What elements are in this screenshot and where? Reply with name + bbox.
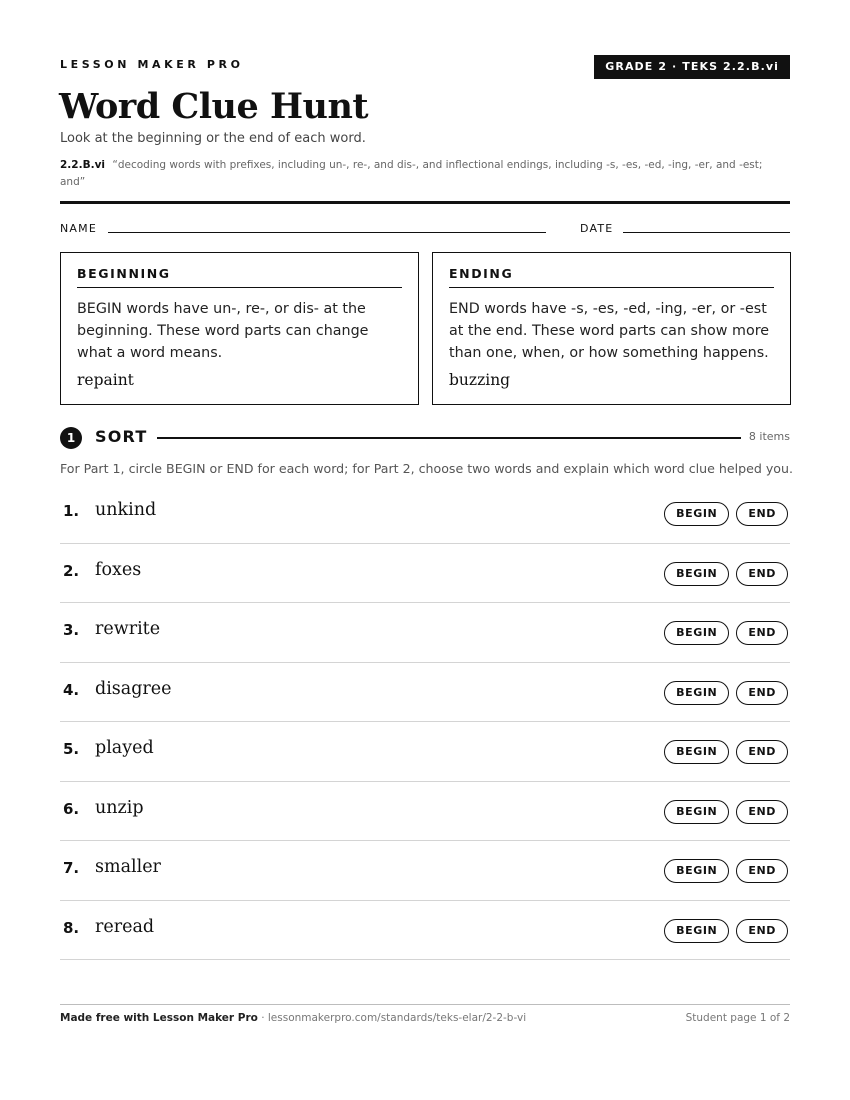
end-option[interactable]: END (736, 562, 788, 586)
end-option[interactable]: END (736, 681, 788, 705)
list-item (60, 603, 790, 663)
date-label: DATE (580, 222, 614, 235)
end-option[interactable]: END (736, 502, 788, 526)
word-list (60, 484, 790, 960)
item-word: reread (95, 916, 155, 937)
list-item (60, 544, 790, 604)
begin-option[interactable]: BEGIN (664, 740, 729, 764)
page-title: Word Clue Hunt (59, 86, 369, 127)
begin-option[interactable]: BEGIN (664, 919, 729, 943)
begin-option[interactable]: BEGIN (664, 502, 729, 526)
brand-name: LESSON MAKER PRO (60, 58, 244, 71)
begin-option[interactable]: BEGIN (664, 681, 729, 705)
list-item (60, 901, 790, 961)
item-number: 3. (63, 621, 80, 639)
name-label: NAME (60, 222, 97, 235)
end-option[interactable]: END (736, 800, 788, 824)
item-word: unkind (95, 500, 157, 520)
begin-option[interactable]: BEGIN (664, 800, 729, 824)
end-option[interactable]: END (736, 919, 788, 943)
item-word: unzip (95, 797, 144, 818)
end-option[interactable]: END (736, 621, 788, 645)
list-item (60, 722, 790, 782)
item-number: 1. (63, 502, 80, 520)
page-subtitle: Look at the beginning or the end of each word. (60, 131, 366, 146)
begin-option[interactable]: BEGIN (664, 859, 729, 883)
item-number: 4. (63, 680, 80, 699)
beginning-box-text: BEGIN words have un-, re-, or dis- at the beginning. These word parts can change what a word means. (77, 301, 369, 361)
item-number: 5. (63, 740, 80, 758)
item-word: played (95, 738, 154, 758)
section-title: SORT (95, 427, 148, 446)
begin-option[interactable]: BEGIN (664, 621, 729, 645)
item-number: 7. (63, 859, 80, 877)
ending-box-title: ENDING (449, 266, 774, 288)
item-number: 2. (63, 561, 80, 580)
item-number: 8. (63, 918, 80, 937)
list-item (60, 484, 790, 544)
beginning-box-example: repaint (77, 371, 134, 389)
standard-text: “decoding words with prefixes, including un-, re-, and dis-, and inflectional endings, including -s, -es, -ed, -ing, -er, and -est; and” (60, 159, 763, 188)
begin-option[interactable]: BEGIN (664, 562, 729, 586)
beginning-box (60, 252, 419, 405)
section-number-badge: 1 (60, 427, 82, 449)
name-field[interactable] (108, 232, 546, 233)
footer-made-with: Made free with Lesson Maker Pro (60, 1012, 258, 1024)
standard-code: 2.2.B.vi (60, 159, 106, 171)
header-divider (60, 201, 790, 204)
section-divider (157, 437, 741, 439)
item-number: 6. (63, 799, 80, 818)
footer-credit (60, 1012, 526, 1024)
item-word: disagree (95, 678, 172, 699)
end-option[interactable]: END (736, 859, 788, 883)
footer-url[interactable]: · lessonmakerpro.com/standards/teks-elar/2-2-b-vi (257, 1012, 527, 1024)
end-option[interactable]: END (736, 740, 788, 764)
ending-box-example: buzzing (449, 371, 511, 389)
list-item (60, 663, 790, 723)
item-word: rewrite (95, 619, 161, 639)
list-item (60, 782, 790, 842)
standard-description (60, 157, 780, 191)
item-count: 8 items (748, 430, 790, 443)
ending-box (432, 252, 791, 405)
grade-badge: GRADE 2 · TEKS 2.2.B.vi (594, 55, 790, 79)
list-item (60, 841, 790, 901)
ending-box-text: END words have -s, -es, -ed, -ing, -er, or -est at the end. These word parts can show more than one, when, or how something happens. (449, 301, 770, 361)
section-instructions: For Part 1, circle BEGIN or END for each word; for Part 2, choose two words and explain which word clue helped you. (60, 461, 794, 476)
item-word: smaller (95, 857, 161, 877)
item-word: foxes (95, 559, 142, 580)
date-field[interactable] (623, 232, 790, 233)
page-indicator: Student page 1 of 2 (685, 1012, 790, 1024)
beginning-box-title: BEGINNING (77, 266, 402, 288)
footer-divider (60, 1004, 790, 1005)
